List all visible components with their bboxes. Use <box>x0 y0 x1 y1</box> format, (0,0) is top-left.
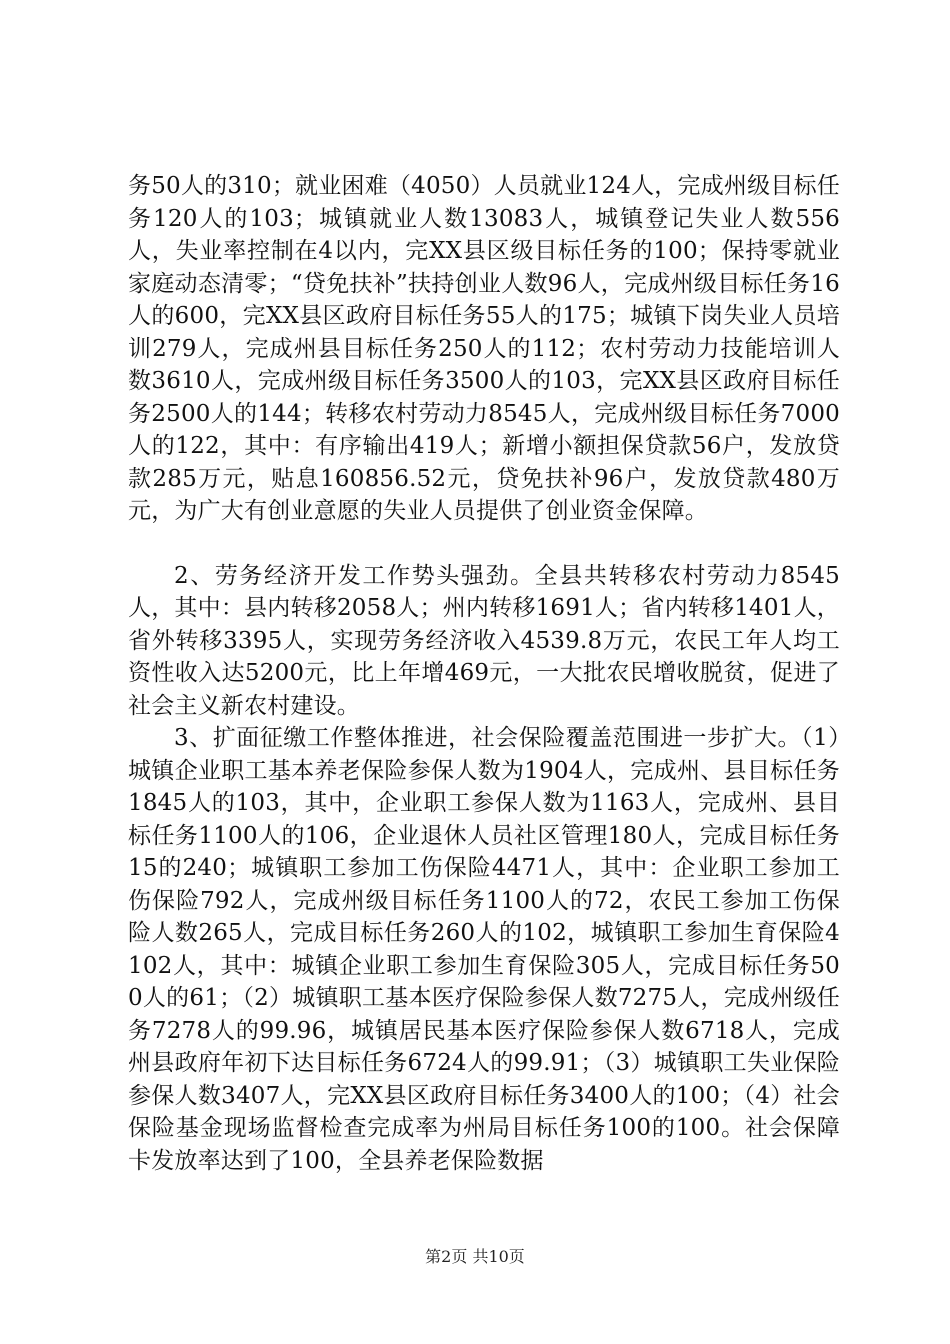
paragraph-employment: 务50人的310；就业困难（4050）人员就业124人，完成州级目标任务120人的103；城镇就业人数13083人，城镇登记失业人数556人，失业率控制在4以内，完XX县区级目标任务的100；保持零就业家庭动态清零；“贷免扶补”扶持创业人数96人，完成州级目标任务16人的600，完XX县区政府目标任务55人的175；城镇下岗失业人员培训279人，完成州县目标任务250人的112；农村劳动力技能培训人数3610人，完成州级目标任务3500人的103，完XX县区政府目标任务2500人的144；转移农村劳动力8545人，完成州级目标任务7000人的122，其中：有序输出419人；新增小额担保贷款56户，发放贷款285万元，贴息160856.52元，贷免扶补96户，发放贷款480万元，为广大有创业意愿的失业人员提供了创业资金保障。 <box>128 173 840 524</box>
paragraph-gap <box>128 528 840 560</box>
page-number-footer: 第2页 共10页 <box>425 1247 525 1266</box>
paragraph-labor-economy: 2、劳务经济开发工作势头强劲。全县共转移农村劳动力8545人，其中：县内转移2058人；州内转移1691人；省内转移1401人，省外转移3395人，实现劳务经济收入4539.8万元，农民工年人均工资性收入达5200元，比上年增469元，一大批农民增收脱贫，促进了社会主义新农村建设。 <box>128 562 840 719</box>
document-body <box>128 170 840 1177</box>
paragraph-social-insurance: 3、扩面征缴工作整体推进，社会保险覆盖范围进一步扩大。（1）城镇企业职工基本养老保险参保人数为1904人，完成州、县目标任务1845人的103，其中，企业职工参保人数为1163人，完成州、县目标任务1100人的106，企业退休人员社区管理180人，完成目标任务15的240；城镇职工参加工伤保险4471人，其中：企业职工参加工伤保险792人，完成州级目标任务1100人的72，农民工参加工伤保险人数265人，完成目标任务260人的102，城镇职工参加生育保险4102人，其中：城镇企业职工参加生育保险305人，完成目标任务500人的61；（2）城镇职工基本医疗保险参保人数7275人，完成州级任务7278人的99.96，城镇居民基本医疗保险参保人数6718人，完成州县政府年初下达目标任务6724人的99.91；（3）城镇职工失业保险参保人数3407人，完XX县区政府目标任务3400人的100；（4）社会保险基金现场监督检查完成率为州局目标任务100的100。社会保障卡发放率达到了100，全县养老保险数据 <box>128 725 840 1174</box>
